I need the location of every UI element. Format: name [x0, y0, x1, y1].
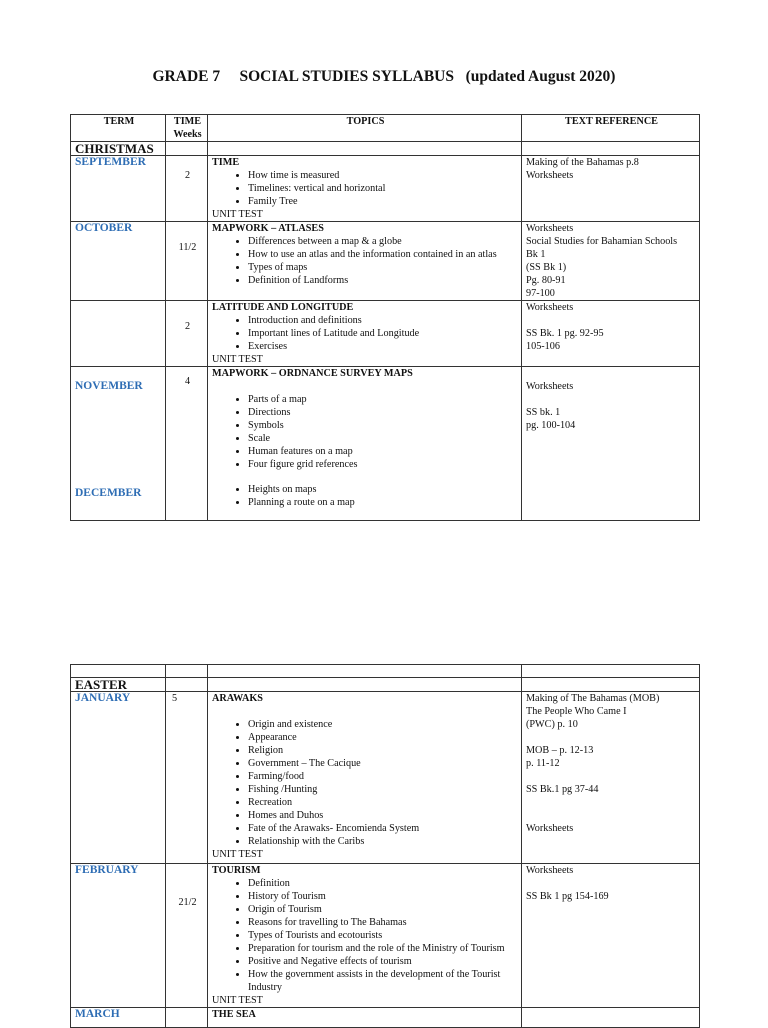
topic-heading: MAPWORK – ATLASES [212, 223, 324, 234]
table-row [71, 301, 700, 367]
term-row [71, 678, 700, 692]
weeks-value: 2 [166, 156, 208, 222]
list-item: • Four figure grid references [248, 458, 519, 471]
list-item: • Heights on maps [248, 483, 519, 496]
reference-cell: Worksheets Social Studies for Bahamian Schools Bk 1 (SS Bk 1) Pg. 80-91 97-100 [522, 222, 700, 301]
table-row [71, 692, 700, 864]
topic-cell [208, 301, 522, 367]
month-label: JANUARY [71, 692, 166, 864]
table-row [71, 665, 700, 678]
reference-cell: Making of the Bahamas p.8 Worksheets [522, 156, 700, 222]
list-item: • Farming/food [248, 770, 519, 783]
header-topics: TOPICS [208, 115, 522, 142]
list-item: • Religion [248, 744, 519, 757]
list-item: • Important lines of Latitude and Longitude [248, 327, 519, 340]
reference-cell: Making of The Bahamas (MOB) The People Who Came I (PWC) p. 10 MOB – p. 12-13 p. 11-12 SS Bk.1 pg 37-44 Worksheets [522, 692, 700, 864]
list-item: • Reasons for travelling to The Bahamas [248, 916, 519, 929]
list-item: • Planning a route on a map [248, 496, 519, 509]
topic-heading: ARAWAKS [212, 693, 263, 704]
list-item: • Scale [248, 432, 519, 445]
topic-list [212, 877, 519, 994]
term-label: EASTER [71, 678, 166, 692]
topic-list [212, 314, 519, 353]
weeks-value: 2 [166, 301, 208, 367]
list-item: • How to use an atlas and the information contained in an atlas [248, 248, 519, 261]
list-item: • Origin and existence [248, 718, 519, 731]
weeks-value: 11/2 [166, 222, 208, 301]
header-time: TIME Weeks [166, 115, 208, 142]
list-item: • Government – The Cacique [248, 757, 519, 770]
unit-test-label: UNIT TEST [212, 209, 263, 220]
list-item: • Differences between a map & a globe [248, 235, 519, 248]
month-label: MARCH [71, 1008, 166, 1028]
list-item: • History of Tourism [248, 890, 519, 903]
weeks-value: 4 [166, 367, 208, 521]
list-item: • Definition of Landforms [248, 274, 519, 287]
topic-heading: TIME [212, 157, 240, 168]
page-title: GRADE 7 SOCIAL STUDIES SYLLABUS (updated August 2020) [152, 68, 616, 85]
topic-list [212, 393, 519, 471]
term-label: CHRISTMAS [71, 142, 166, 156]
list-item: • Human features on a map [248, 445, 519, 458]
list-item: • Directions [248, 406, 519, 419]
topic-cell [208, 692, 522, 864]
list-item: • How time is measured [248, 169, 519, 182]
list-item: • Origin of Tourism [248, 903, 519, 916]
topic-heading: LATITUDE AND LONGITUDE [212, 302, 354, 313]
topic-heading: THE SEA [212, 1009, 256, 1020]
reference-cell: Worksheets SS bk. 1 pg. 100-104 [522, 367, 700, 521]
header-reference: TEXT REFERENCE [522, 115, 700, 142]
list-item: • Introduction and definitions [248, 314, 519, 327]
topic-cell [208, 222, 522, 301]
header-row [71, 115, 700, 142]
topic-heading: TOURISM [212, 865, 261, 876]
list-item: • Definition [248, 877, 519, 890]
table-row [71, 1008, 700, 1028]
topic-cell [208, 864, 522, 1008]
topic-list [212, 718, 519, 848]
topic-list [212, 483, 519, 509]
topic-cell [208, 1008, 522, 1028]
month-label: NOVEMBER [75, 380, 143, 392]
list-item: • Homes and Duhos [248, 809, 519, 822]
list-item: • Symbols [248, 419, 519, 432]
list-item: • Recreation [248, 796, 519, 809]
weeks-value: 21/2 [166, 864, 208, 1008]
list-item: • How the government assists in the development of the Tourist Industry [248, 968, 519, 994]
header-term: TERM [71, 115, 166, 142]
list-item: • Fishing /Hunting [248, 783, 519, 796]
table-row [71, 367, 700, 521]
month-cell [71, 367, 166, 521]
month-label: OCTOBER [71, 222, 166, 301]
weeks-value: 5 [166, 692, 208, 864]
month-label: SEPTEMBER [71, 156, 166, 222]
table-row [71, 222, 700, 301]
unit-test-label: UNIT TEST [212, 354, 263, 365]
topic-heading: MAPWORK – ORDNANCE SURVEY MAPS [212, 368, 413, 379]
list-item: • Appearance [248, 731, 519, 744]
table-row [71, 156, 700, 222]
month-label: DECEMBER [75, 487, 142, 499]
term-row [71, 142, 700, 156]
month-label: FEBRUARY [71, 864, 166, 1008]
list-item: • Preparation for tourism and the role of the Ministry of Tourism [248, 942, 519, 955]
list-item: • Relationship with the Caribs [248, 835, 519, 848]
easter-syllabus-table [70, 664, 700, 1028]
topic-cell [208, 156, 522, 222]
list-item: • Parts of a map [248, 393, 519, 406]
list-item: • Positive and Negative effects of tourism [248, 955, 519, 968]
topic-list [212, 235, 519, 287]
list-item: • Timelines: vertical and horizontal [248, 182, 519, 195]
reference-cell: Worksheets SS Bk. 1 pg. 92-95 105-106 [522, 301, 700, 367]
list-item: • Types of maps [248, 261, 519, 274]
christmas-syllabus-table [70, 114, 700, 521]
list-item: • Types of Tourists and ecotourists [248, 929, 519, 942]
table-row [71, 864, 700, 1008]
reference-cell: Worksheets SS Bk 1 pg 154-169 [522, 864, 700, 1008]
unit-test-label: UNIT TEST [212, 849, 263, 860]
list-item: • Fate of the Arawaks- Encomienda System [248, 822, 519, 835]
list-item: • Exercises [248, 340, 519, 353]
topic-cell [208, 367, 522, 521]
topic-list [212, 169, 519, 208]
list-item: • Family Tree [248, 195, 519, 208]
unit-test-label: UNIT TEST [212, 995, 263, 1006]
